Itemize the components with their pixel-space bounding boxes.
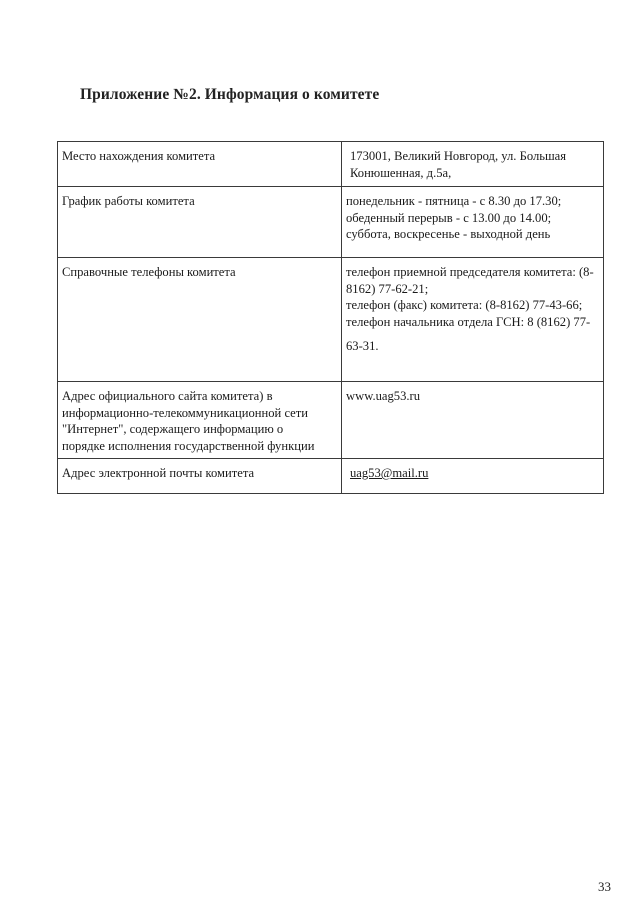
location-value bbox=[342, 142, 604, 187]
table-row bbox=[58, 142, 604, 187]
table-row bbox=[58, 258, 604, 382]
schedule-value-line: понедельник - пятница - с 8.30 до 17.30; bbox=[346, 194, 562, 208]
table-row bbox=[58, 459, 604, 494]
phones-value-line: телефон приемной председателя комитета: (8- bbox=[346, 265, 594, 279]
schedule-label: График работы комитета bbox=[58, 187, 342, 258]
website-label bbox=[58, 382, 342, 459]
phones-value-line: 8162) 77-62-21; bbox=[346, 281, 429, 296]
website-label-line: информационно-телекоммуникационной сети bbox=[62, 405, 309, 420]
phones-value-line: 63-31. bbox=[346, 339, 379, 353]
committee-info-table bbox=[57, 141, 604, 494]
page-title: Приложение №2. Информация о комитете bbox=[80, 86, 380, 103]
website-label-line: "Интернет", содержащего информацию о bbox=[62, 422, 284, 436]
email-link[interactable]: uag53@mail.ru bbox=[350, 466, 429, 480]
schedule-value-line: суббота, воскресенье - выходной день bbox=[346, 227, 551, 241]
location-label: Место нахождения комитета bbox=[58, 142, 342, 187]
website-label-line: порядке исполнения государственной функции bbox=[62, 438, 315, 453]
email-value bbox=[342, 459, 604, 494]
schedule-value bbox=[342, 187, 604, 258]
phones-value-line: телефон (факс) комитета: (8-8162) 77-43-66; bbox=[346, 298, 583, 312]
website-value bbox=[342, 382, 604, 459]
website-link[interactable]: www.uag53.ru bbox=[346, 389, 421, 403]
phones-label: Справочные телефоны комитета bbox=[58, 258, 342, 382]
phones-value-line: телефон начальника отдела ГСН: 8 (8162) 77- bbox=[346, 314, 591, 329]
website-label-line: Адрес официального сайта комитета) в bbox=[62, 389, 273, 403]
location-value-line: 173001, Великий Новгород, ул. Большая bbox=[350, 149, 567, 163]
table-row bbox=[58, 187, 604, 258]
phones-value bbox=[342, 258, 604, 382]
location-value-line: Конюшенная, д.5а, bbox=[350, 165, 452, 180]
table-row bbox=[58, 382, 604, 459]
email-label: Адрес электронной почты комитета bbox=[58, 459, 342, 494]
schedule-value-line: обеденный перерыв - с 13.00 до 14.00; bbox=[346, 210, 552, 225]
page-number: 33 bbox=[598, 879, 611, 894]
